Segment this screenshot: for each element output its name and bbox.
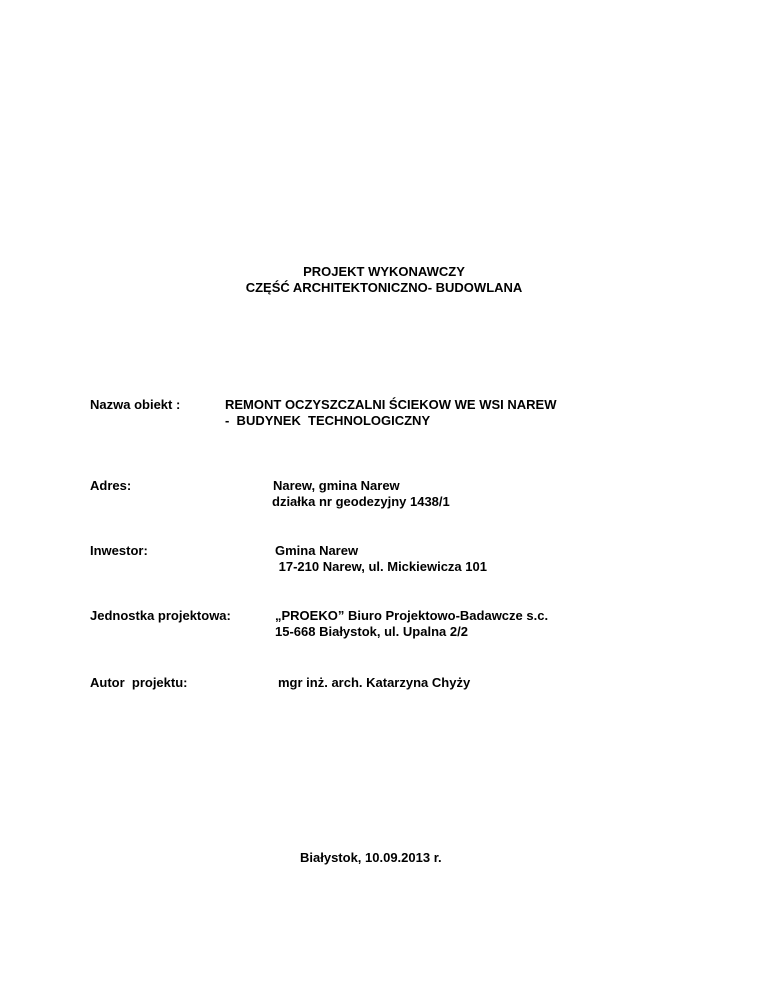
address-value-line-2: działka nr geodezyjny 1438/1 xyxy=(272,494,450,509)
title-line-1: PROJEKT WYKONAWCZY xyxy=(303,264,465,279)
author-value: mgr inż. arch. Katarzyna Chyży xyxy=(278,675,471,690)
title-line-2: CZĘŚĆ ARCHITEKTONICZNO- BUDOWLANA xyxy=(245,280,523,295)
address-label: Adres: xyxy=(90,478,132,493)
author-label: Autor projektu: xyxy=(90,675,188,690)
object-name-value-line-2: - BUDYNEK TECHNOLOGICZNY xyxy=(225,413,431,428)
design-unit-value-line-1: „PROEKO” Biuro Projektowo-Badawcze s.c. xyxy=(275,608,549,623)
place-and-date: Białystok, 10.09.2013 r. xyxy=(300,850,442,865)
investor-value-line-1: Gmina Narew xyxy=(275,543,359,558)
address-value-line-1: Narew, gmina Narew xyxy=(273,478,400,493)
investor-label: Inwestor: xyxy=(90,543,148,558)
object-name-label: Nazwa obiekt : xyxy=(90,397,181,412)
design-unit-value-line-2: 15-668 Białystok, ul. Upalna 2/2 xyxy=(275,624,468,639)
investor-value-line-2: 17-210 Narew, ul. Mickiewicza 101 xyxy=(275,559,487,574)
object-name-value-line-1: REMONT OCZYSZCZALNI ŚCIEKOW WE WSI NAREW xyxy=(225,397,557,412)
design-unit-label: Jednostka projektowa: xyxy=(90,608,231,623)
